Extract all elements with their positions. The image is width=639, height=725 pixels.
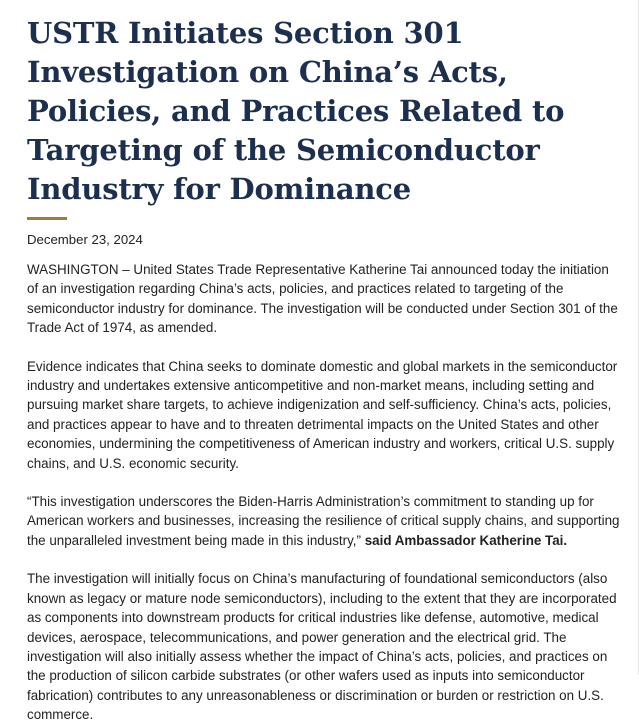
paragraph-focus: The investigation will initially focus on China’s manufacturing of foundational semiconductors (also known as legacy or mature node semiconductors), including to the extent that they are incorporated as components into downstream products for critical industries like defense, automotive, medical devices, aerospace, telecommunications, and power generation and the electrical grid. The investigation will also initially assess whether the impact of China’s acts, policies, and practices on the production of silicon carbide substrates (or other wafers used as inputs into semiconductor fabrication) contributes to any unreasonableness or discrimination or burden or restriction on U.S. commerce. xyxy=(27,571,617,723)
paragraph-quote xyxy=(27,492,620,550)
quote-attribution: said Ambassador Katherine Tai. xyxy=(364,532,568,548)
paragraph-intro: WASHINGTON – United States Trade Representative Katherine Tai announced today the initiation of an investigation regarding China’s acts, policies, and practices related to targeting of the semiconductor industry for dominance. The investigation will be conducted under Section 301 of the Trade Act of 1974, as amended. xyxy=(27,262,618,336)
publish-date: December 23, 2024 xyxy=(27,232,143,247)
page-title: USTR Initiates Section 301 Investigation on China’s Acts, Policies, and Practices Related to Targeting of the Semiconductor Industry for Dominance xyxy=(27,16,565,206)
article-body xyxy=(27,260,620,725)
paragraph-evidence: Evidence indicates that China seeks to dominate domestic and global markets in the semiconductor industry and undertakes extensive anticompetitive and non-market means, including setting and pursuing market share targets, to achieve indigenization and self-sufficiency. China’s acts, policies, and practices appear to have and to threaten detrimental impacts on the United States and other economies, undermining the competitiveness of American industry and workers, critical U.S. supply chains, and U.S. economic security. xyxy=(27,358,618,471)
title-accent-rule xyxy=(27,217,67,220)
quote-text: “This investigation underscores the Biden-Harris Administration’s commitment to standing up for American workers and businesses, increasing the resilience of critical supply chains, and supporting the unparalleled investment being made in this industry,” xyxy=(27,494,620,548)
